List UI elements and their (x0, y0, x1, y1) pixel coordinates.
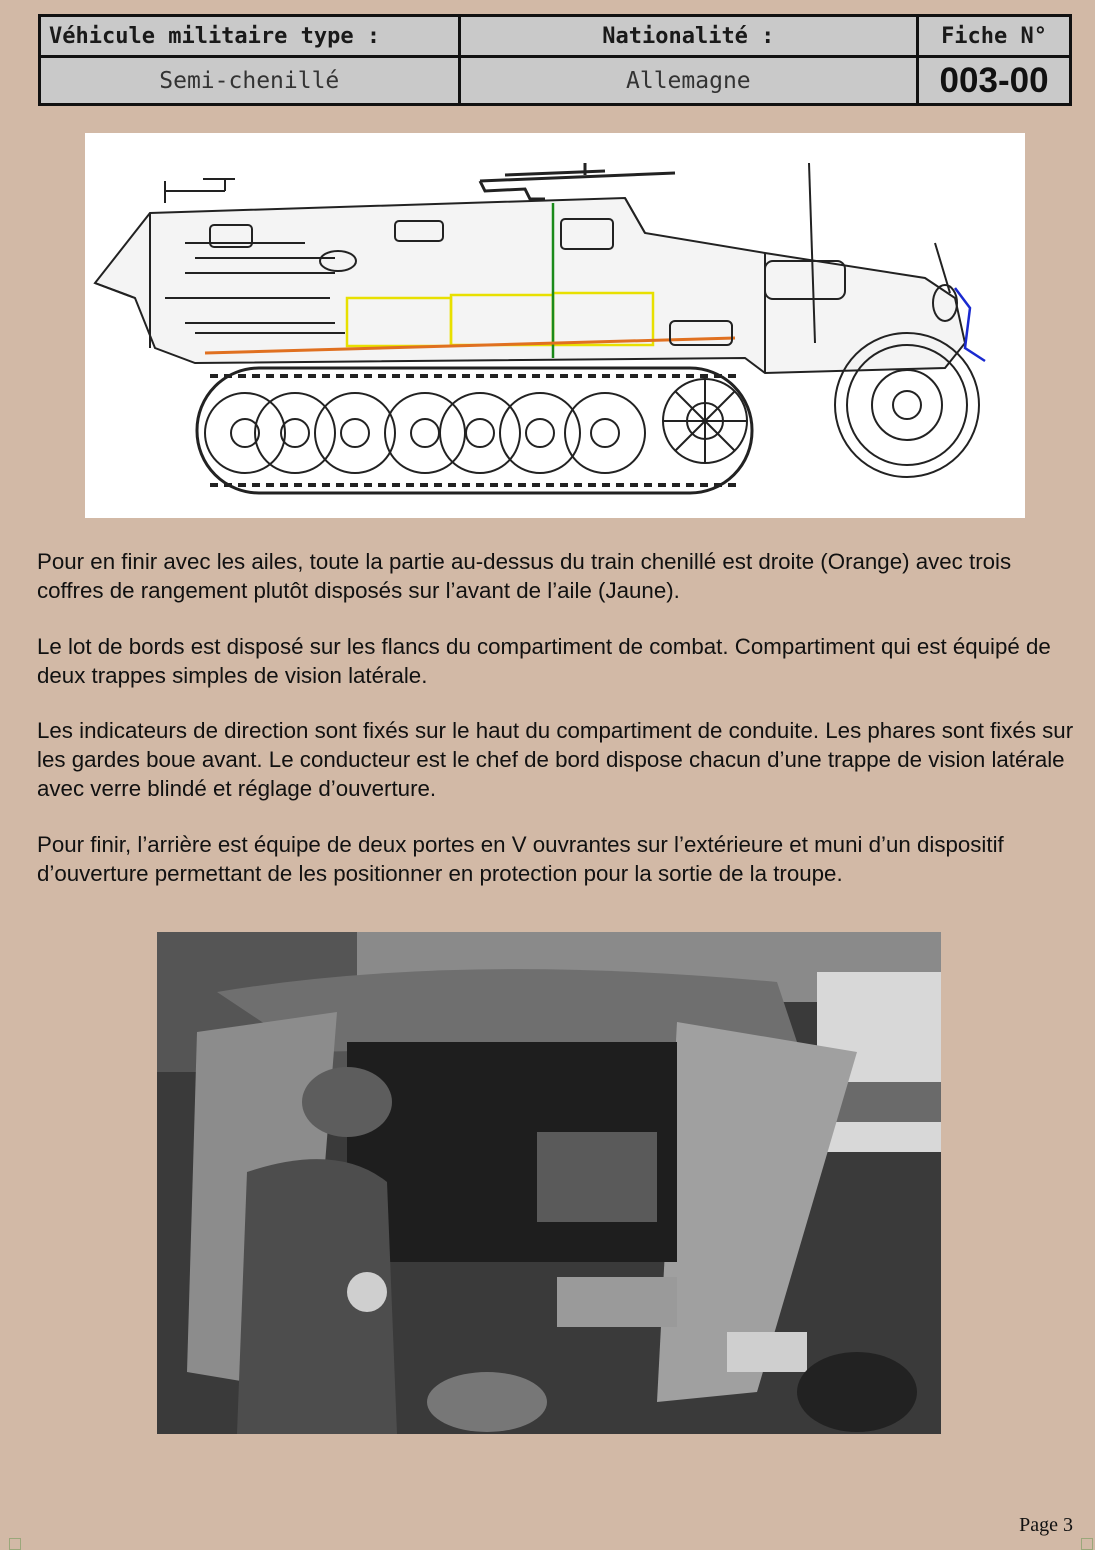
margin-marker-left (9, 1538, 21, 1550)
vehicle-type-value: Semi-chenillé (40, 57, 460, 105)
margin-marker-right (1081, 1538, 1093, 1550)
halftrack-rear-photo (157, 932, 941, 1434)
paragraph-3: Les indicateurs de direction sont fixés sur le haut du compartiment de conduite. Les phares sont fixés sur les gardes boue avant. Le conducteur est le chef de bord dispose chacun d’une trappe de vision latérale avec verre blindé et réglage d’ouverture. (37, 718, 1074, 801)
paragraph-1: Pour en finir avec les ailes, toute la partie au-dessus du train chenillé est droite (Orange) avec trois coffres de rangement plutôt disposés sur l’avant de l’aile (Jaune). (37, 549, 1012, 603)
paragraph-2: Le lot de bords est disposé sur les flancs du compartiment de combat. Compartiment qui est équipé de deux trappes simples de vision latérale. (37, 634, 1051, 688)
nationality-value: Allemagne (459, 57, 918, 105)
vehicle-type-label: Véhicule militaire type : (40, 16, 460, 57)
paragraph-4: Pour finir, l’arrière est équipe de deux portes en V ouvrantes sur l’extérieure et muni d’un dispositif d’ouverture permettant de les positionner en protection pour la sortie de la troupe. (37, 832, 1004, 886)
header-table (38, 14, 1072, 106)
sheet-number-label: Fiche N° (918, 16, 1071, 57)
sheet-number-value: 003-00 (918, 57, 1071, 105)
nationality-label: Nationalité : (459, 16, 918, 57)
page-number: Page 3 (1019, 1514, 1073, 1536)
halftrack-side-drawing (85, 133, 1025, 518)
